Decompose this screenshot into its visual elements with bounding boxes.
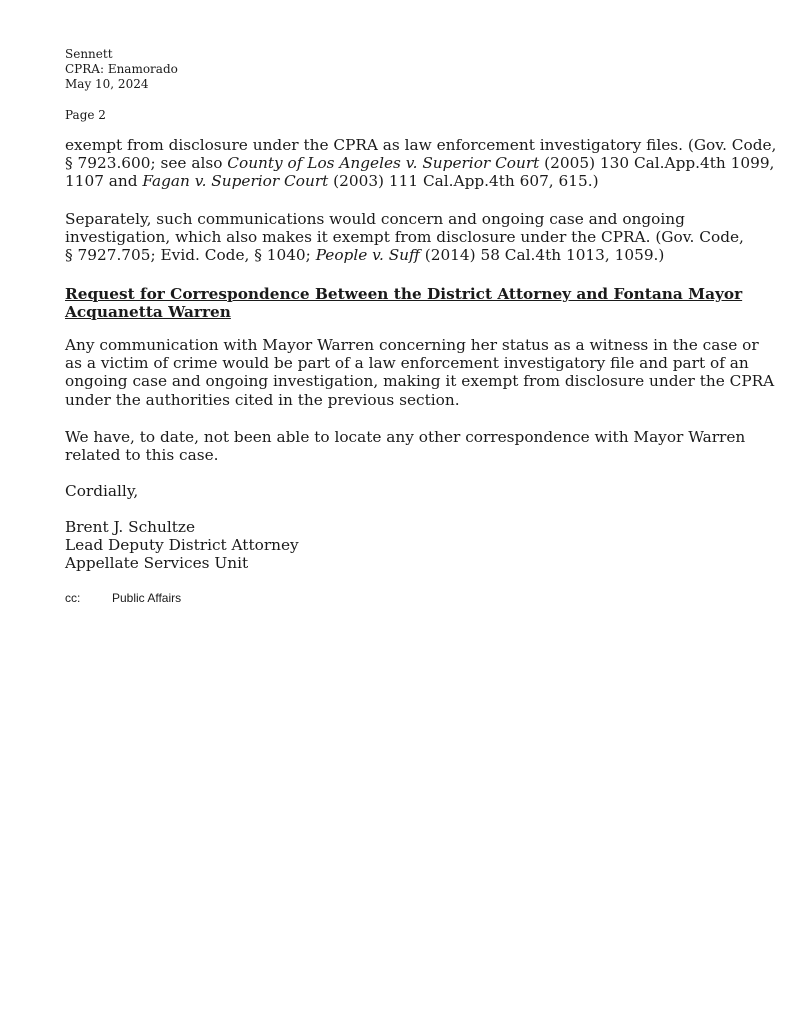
cc-recipient: Public Affairs bbox=[112, 591, 182, 605]
text-line: as a victim of crime would be part of a law enforcement investigatory file and part of an bbox=[65, 354, 749, 373]
text-line: investigation, which also makes it exempt from disclosure under the CPRA. (Gov. Code, bbox=[65, 228, 744, 247]
text-line bbox=[65, 172, 745, 190]
signer-title: Lead Deputy District Attorney bbox=[65, 536, 299, 555]
header-subject: CPRA: Enamorado bbox=[65, 62, 178, 76]
signature-block bbox=[65, 518, 299, 573]
case-citation: People v. Suff bbox=[315, 246, 420, 265]
letter-header bbox=[65, 47, 178, 92]
case-citation: Fagan v. Superior Court bbox=[142, 172, 329, 191]
text-line bbox=[65, 246, 745, 264]
text-run: (2005) 130 Cal.App.4th 1099, bbox=[539, 154, 775, 173]
text-line: related to this case. bbox=[65, 446, 219, 465]
text-run: § 7923.600; see also bbox=[65, 154, 228, 173]
text-line: under the authorities cited in the previous section. bbox=[65, 390, 460, 409]
page-number: Page 2 bbox=[65, 108, 106, 122]
signer-name: Brent J. Schultze bbox=[65, 518, 196, 536]
text-line: Separately, such communications would concern and ongoing case and ongoing bbox=[65, 210, 685, 228]
cc-line bbox=[65, 591, 181, 606]
heading-line: Acquanetta Warren bbox=[65, 303, 231, 322]
text-run: 1107 and bbox=[65, 172, 143, 191]
text-run: (2014) 58 Cal.4th 1013, 1059.) bbox=[419, 246, 665, 265]
closing-salutation: Cordially, bbox=[65, 482, 139, 500]
text-line: exempt from disclosure under the CPRA as law enforcement investigatory files. (Gov. Code, bbox=[65, 136, 777, 154]
cc-label: cc: bbox=[65, 591, 81, 605]
case-citation: County of Los Angeles v. Superior Court bbox=[227, 154, 540, 173]
section-heading bbox=[65, 285, 742, 321]
header-recipient: Sennett bbox=[65, 47, 113, 61]
text-line: Any communication with Mayor Warren concerning her status as a witness in the case or bbox=[65, 336, 759, 354]
header-date: May 10, 2024 bbox=[65, 77, 149, 91]
signer-unit: Appellate Services Unit bbox=[65, 554, 249, 573]
text-line: ongoing case and ongoing investigation, making it exempt from disclosure under the CPRA bbox=[65, 372, 775, 391]
text-line: We have, to date, not been able to locate any other correspondence with Mayor Warren bbox=[65, 428, 746, 446]
paragraph-mayor-communication bbox=[65, 336, 775, 409]
text-line bbox=[65, 154, 775, 173]
paragraph-no-other-correspondence bbox=[65, 428, 745, 464]
text-run: § 7927.705; Evid. Code, § 1040; bbox=[65, 246, 316, 265]
heading-line: Request for Correspondence Between the District Attorney and Fontana Mayor bbox=[65, 285, 743, 303]
paragraph-exempt-files bbox=[65, 136, 777, 191]
text-run: (2003) 111 Cal.App.4th 607, 615.) bbox=[328, 172, 599, 191]
paragraph-ongoing-investigation bbox=[65, 210, 745, 265]
